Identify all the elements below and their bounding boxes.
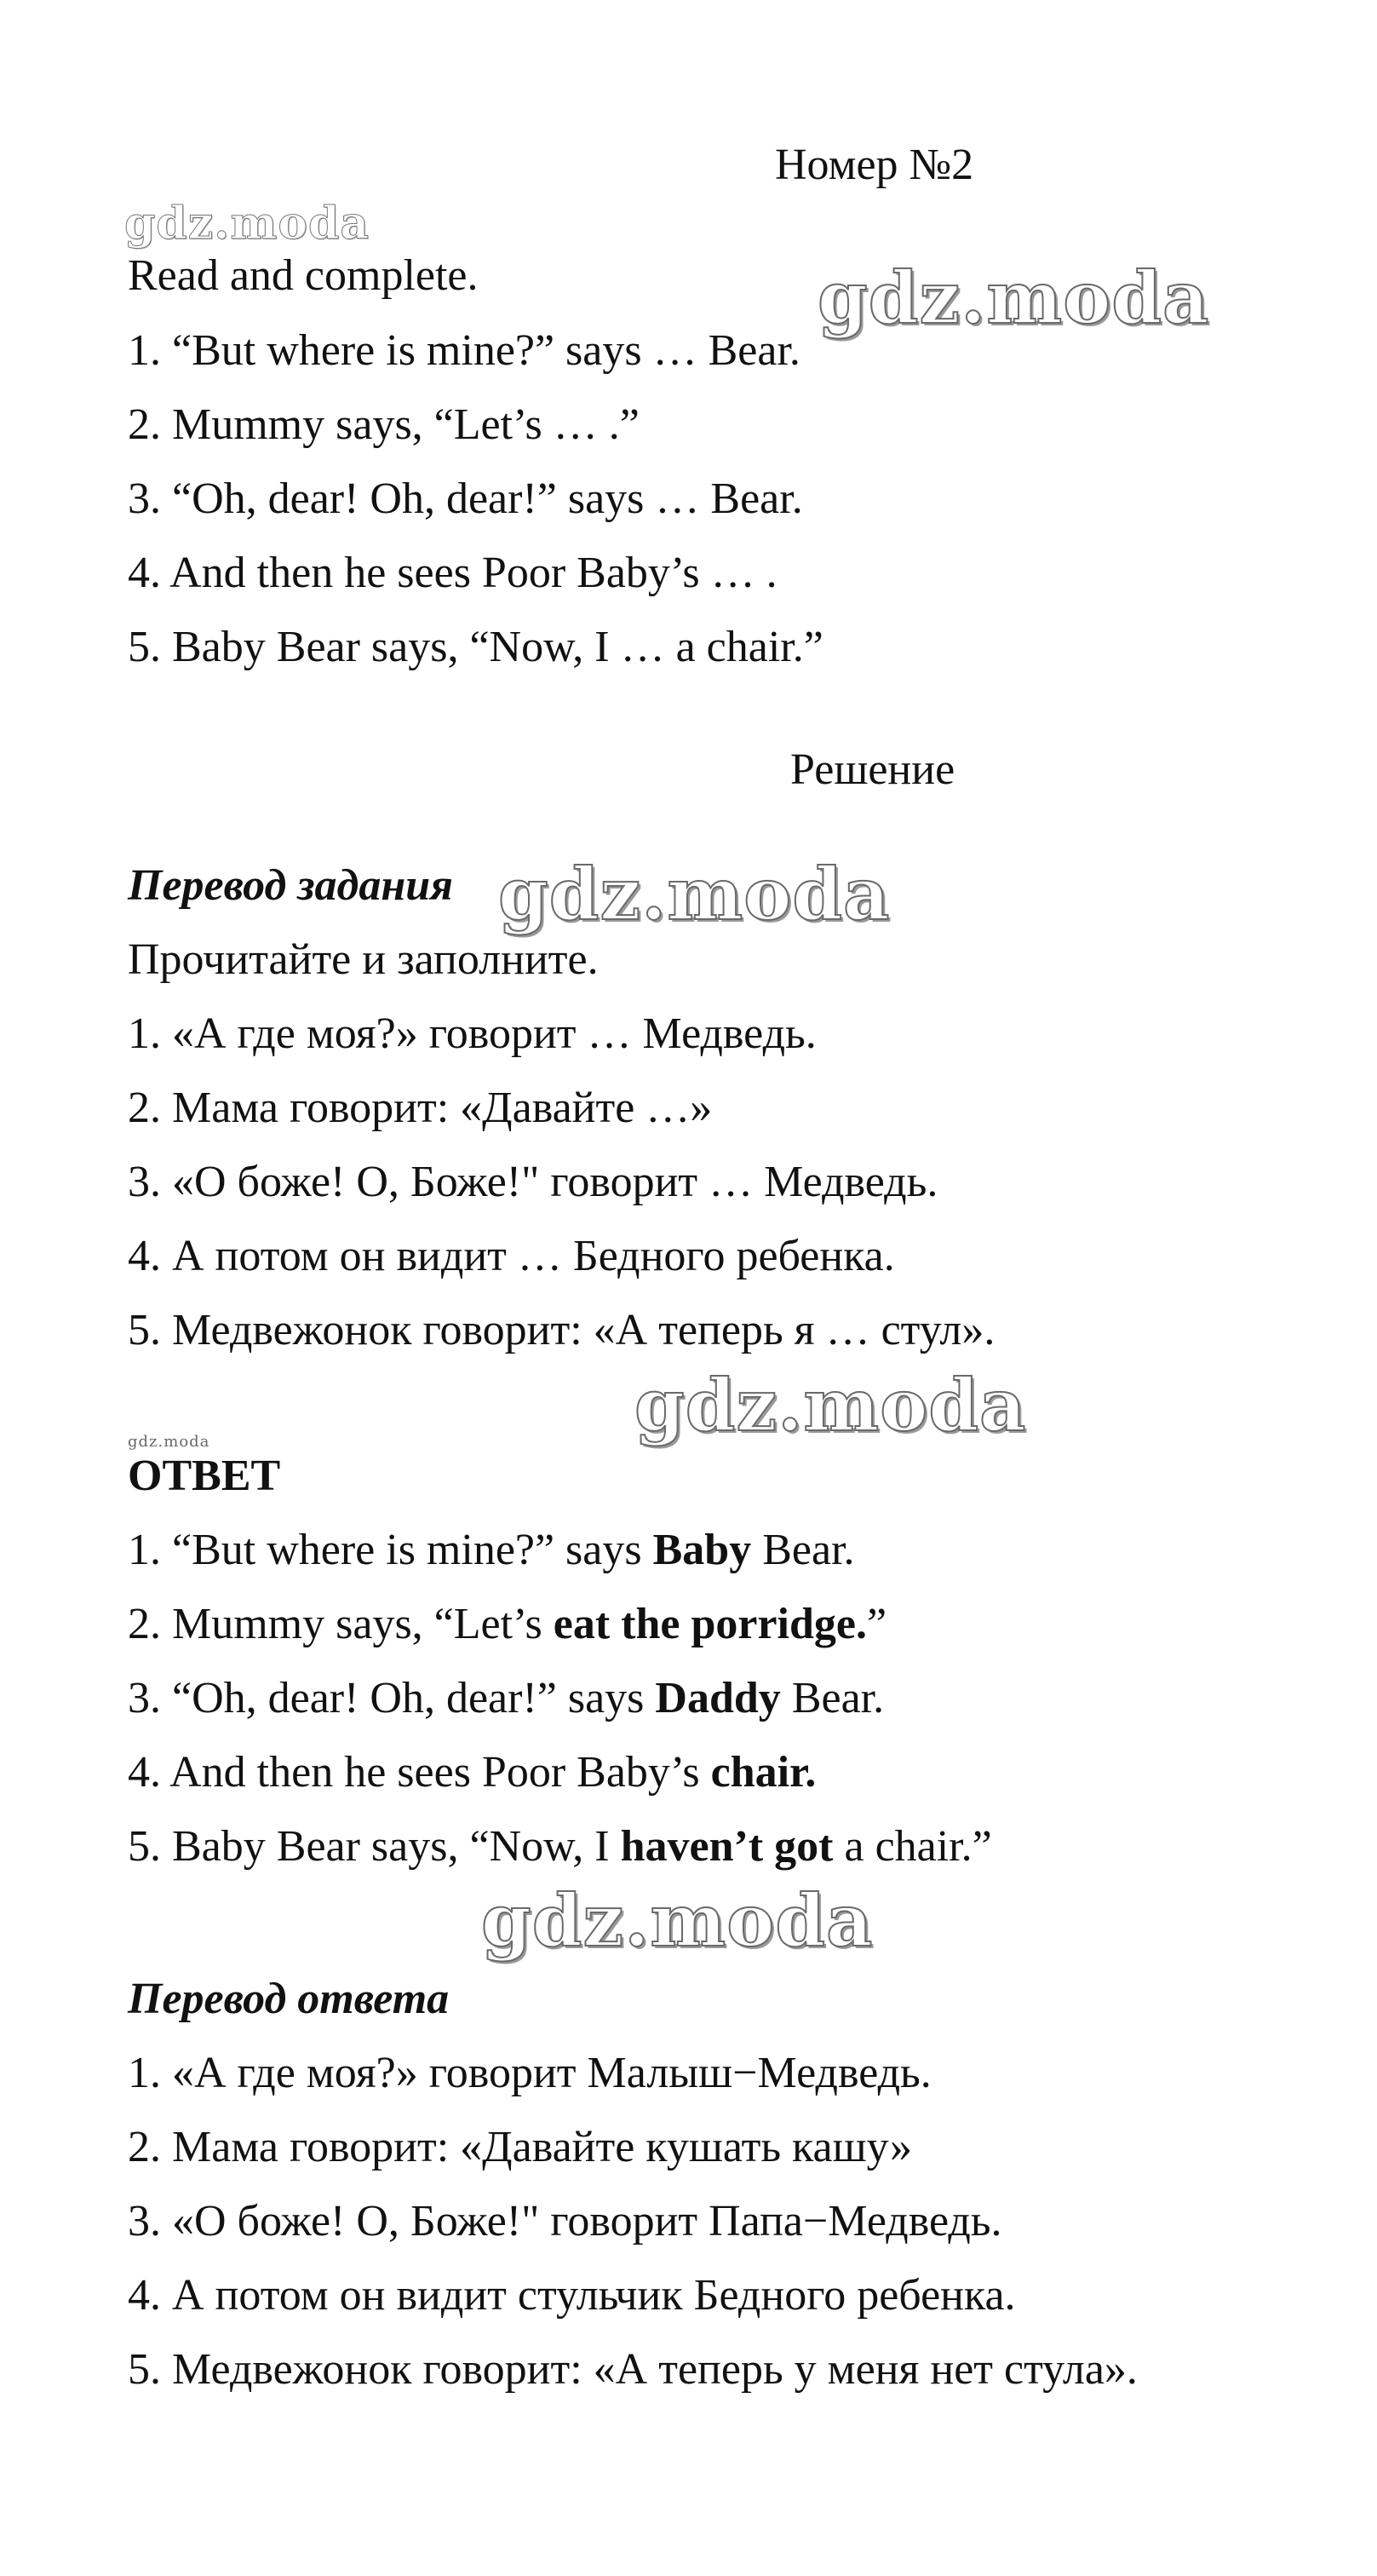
task-translation-item: 3. «О боже! О, Боже!" говорит … Медведь. (128, 1158, 938, 1206)
watermark: gdz.moda (124, 198, 370, 250)
solution-label: Решение (790, 745, 955, 794)
task-translation-item: 5. Медвежонок говорит: «А теперь я … стул». (128, 1306, 995, 1354)
answer-text: Bear. (780, 1674, 885, 1722)
answer-item (128, 1747, 816, 1798)
watermark: gdz.moda (818, 256, 1210, 340)
answer-translation-heading: Перевод ответа (128, 1975, 450, 2023)
watermark: gdz.moda (128, 1433, 210, 1451)
answer-text: Bear. (751, 1526, 855, 1574)
answer-item (128, 1525, 855, 1576)
answer-text: 2. Mummy says, “Let’s (128, 1600, 554, 1648)
task-title: Read and complete. (128, 251, 479, 300)
watermark: gdz.moda (498, 852, 891, 936)
answer-translation-item: 2. Мама говорит: «Давайте кушать кашу» (128, 2123, 912, 2171)
task-translation-item: 4. А потом он видит … Бедного ребенка. (128, 1232, 895, 1280)
task-translation-item: 2. Мама говорит: «Давайте …» (128, 1084, 713, 1132)
answer-text: ” (867, 1600, 887, 1648)
answer-text: 3. “Oh, dear! Oh, dear!” says (128, 1674, 656, 1722)
answer-text: 1. “But where is mine?” says (128, 1526, 653, 1574)
answer-text: 5. Baby Bear says, “Now, I (128, 1822, 621, 1871)
task-item: 2. Mummy says, “Let’s … .” (128, 400, 640, 449)
answer-item (128, 1673, 884, 1724)
task-item: 1. “But where is mine?” says … Bear. (128, 326, 800, 375)
answer-heading: ОТВЕТ (128, 1452, 281, 1500)
answer-translation-item: 5. Медвежонок говорит: «А теперь у меня нет стула». (128, 2345, 1138, 2394)
answer-fill: Baby (652, 1526, 752, 1574)
exercise-number: Номер №2 (775, 141, 974, 189)
answer-item (128, 1599, 886, 1650)
task-translation-heading: Перевод задания (128, 861, 453, 910)
answer-text: a chair.” (833, 1822, 992, 1871)
answer-fill: eat the porridge. (553, 1600, 867, 1648)
answer-text: 4. And then he sees Poor Baby’s (128, 1748, 711, 1797)
answer-translation-item: 3. «О боже! О, Боже!" говорит Папа−Медведь. (128, 2197, 1002, 2245)
task-item: 3. “Oh, dear! Oh, dear!” says … Bear. (128, 474, 803, 523)
answer-fill: chair. (710, 1748, 817, 1797)
answer-translation-item: 1. «А где моя?» говорит Малыш−Медведь. (128, 2049, 932, 2097)
task-item: 4. And then he sees Poor Baby’s … . (128, 549, 777, 597)
task-translation-title: Прочитайте и заполните. (128, 935, 599, 984)
answer-fill: Daddy (655, 1674, 781, 1722)
watermark: gdz.moda (634, 1363, 1027, 1447)
watermark: gdz.moda (481, 1878, 874, 1963)
answer-translation-item: 4. А потом он видит стульчик Бедного ребенка. (128, 2271, 1016, 2320)
answer-fill: haven’t got (620, 1822, 834, 1871)
task-translation-item: 1. «А где моя?» говорит … Медведь. (128, 1009, 817, 1058)
task-item: 5. Baby Bear says, “Now, I … a chair.” (128, 623, 823, 671)
answer-item (128, 1821, 992, 1872)
